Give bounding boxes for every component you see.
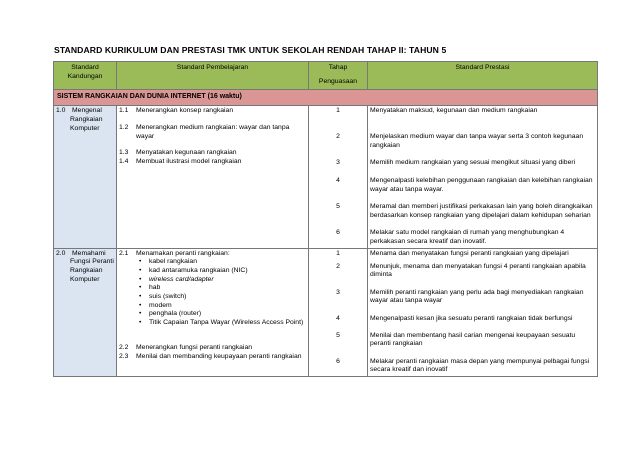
tahap-number: 1 xyxy=(336,107,340,115)
header-standard-kandungan: Standard Kandungan xyxy=(54,62,117,90)
header-standard-pembelajaran: Standard Pembelajaran xyxy=(117,62,309,90)
header-penguasaan: Penguasaan xyxy=(318,77,358,85)
peranti-list xyxy=(119,258,306,328)
kandungan-title: Memahami xyxy=(72,249,106,257)
kandungan-number: 1.0 xyxy=(56,107,66,115)
tahap-number: 2 xyxy=(336,262,340,270)
header-row xyxy=(54,62,598,90)
curriculum-table xyxy=(53,61,598,377)
header-tahap: Tahap xyxy=(328,64,348,71)
tahap-number: 5 xyxy=(336,203,340,211)
item-text: Menerangkan konsep rangkaian xyxy=(136,107,234,115)
section-title: SISTEM RANGKAIAN DAN DUNIA INTERNET (16 waktu) xyxy=(54,90,598,106)
kandungan-cell xyxy=(54,106,117,248)
item-text: Menilai dan membanding keupayaan peranti rangkaian xyxy=(136,352,302,360)
kandungan-line: Rangkaian xyxy=(70,266,103,274)
item-number: 1.2 xyxy=(119,123,129,131)
tahap-cell xyxy=(309,106,368,248)
kandungan-number: 2.0 xyxy=(56,249,66,257)
item-number: 1.1 xyxy=(119,107,129,115)
prestasi-text: Meramal dan memberi justifikasi perkakasan lain yang boleh dirangkaikan berdasarkan konsep rangkaian yang dipelajari dalam kehidupan seharian xyxy=(370,203,593,219)
unit-row xyxy=(54,106,598,248)
list-item: • kabel rangkaian xyxy=(149,258,306,267)
prestasi-text: Memilih medium rangkaian yang sesuai mengikut situasi yang diberi xyxy=(370,159,576,167)
pembelajaran-cell xyxy=(117,106,309,248)
prestasi-text: Menyatakan maksud, kegunaan dan medium rangkaian xyxy=(370,107,538,115)
list-item: • hab xyxy=(149,284,306,293)
kandungan-line: Komputer xyxy=(70,124,100,132)
tahap-number: 6 xyxy=(336,357,340,365)
header-tahap-penguasaan xyxy=(309,62,368,90)
prestasi-text: Melakar peranti rangkaian masa depan yang mempunyai pelbagai fungsi secara kreatif dan inovatif xyxy=(370,357,590,374)
header-standard-prestasi: Standard Prestasi xyxy=(368,62,598,90)
kandungan-cell xyxy=(54,248,117,376)
tahap-cell xyxy=(309,248,368,376)
pembelajaran-cell xyxy=(117,248,309,376)
tahap-number: 4 xyxy=(336,177,340,185)
item-text: Menamakan peranti rangkaian: xyxy=(136,249,230,257)
item-text: Menerangkan medium rangkaian: wayar dan tanpa wayar xyxy=(136,123,290,140)
prestasi-cell xyxy=(368,248,598,376)
prestasi-text: Menunjuk, menama dan menyatakan fungsi 4 peranti rangkaian apabila diminta xyxy=(370,262,586,279)
tahap-number: 3 xyxy=(336,288,340,296)
tahap-number: 4 xyxy=(336,314,340,322)
prestasi-text: Menilai dan membentang hasil carian mengenai keupayaan sesuatu peranti rangkaian xyxy=(370,331,576,348)
prestasi-text: Mengenalpasti kelebihan penggunaan rangkaian dan kelebihan rangkaian wayar atau tanpa wayar. xyxy=(370,177,593,193)
item-number: 1.3 xyxy=(119,149,129,157)
prestasi-text: Menama dan menyatakan fungsi peranti rangkaian yang dipelajari xyxy=(370,249,569,257)
tahap-number: 2 xyxy=(336,133,340,141)
kandungan-line: Rangkaian xyxy=(70,115,103,123)
tahap-number: 1 xyxy=(336,249,340,257)
list-item: • suis (switch) xyxy=(149,293,306,302)
item-text: Menerangkan fungsi peranti rangkaian xyxy=(136,343,253,351)
item-number: 2.3 xyxy=(119,352,129,360)
prestasi-cell xyxy=(368,106,598,248)
prestasi-text: Melakar satu model rangkaian di rumah yang menghubungkan 4 perkakasan secara kreatif dan inovatif. xyxy=(370,229,565,245)
section-row xyxy=(54,90,598,106)
document-title: STANDARD KURIKULUM DAN PRESTASI TMK UNTUK SEKOLAH RENDAH TAHAP II: TAHUN 5 xyxy=(54,45,447,55)
list-item: • wireless card/adapter xyxy=(149,276,306,285)
item-number: 2.2 xyxy=(119,343,129,351)
prestasi-text: Menjelaskan medium wayar dan tanpa wayar serta 3 contoh kegunaan rangkaian xyxy=(370,133,584,149)
kandungan-line: Fungsi Peranti xyxy=(70,258,114,266)
list-item: • kad antaramuka rangkaian (NIC) xyxy=(149,267,306,276)
list-item: • penghala (router) xyxy=(149,310,306,319)
kandungan-title: Mengenal xyxy=(72,107,102,115)
prestasi-text: Memilih peranti rangkaian yang perlu ada bagi menyediakan rangkaian wayar atau tanpa wayar xyxy=(370,288,584,305)
list-item: • modem xyxy=(149,302,306,311)
prestasi-text: Mengenalpasti kesan jika sesuatu peranti rangkaian tidak berfungsi xyxy=(370,314,573,322)
tahap-number: 3 xyxy=(336,159,340,167)
item-number: 2.1 xyxy=(119,249,129,257)
item-text: Membuat ilustrasi model rangkaian xyxy=(136,157,242,165)
unit-row xyxy=(54,248,598,376)
kandungan-line: Komputer xyxy=(70,275,100,283)
item-text: Menyatakan kegunaan rangkaian xyxy=(136,149,237,157)
list-item: • Titik Capaian Tanpa Wayar (Wireless Access Point) xyxy=(149,319,306,328)
item-number: 1.4 xyxy=(119,157,129,165)
tahap-number: 6 xyxy=(336,229,340,237)
tahap-number: 5 xyxy=(336,331,340,339)
